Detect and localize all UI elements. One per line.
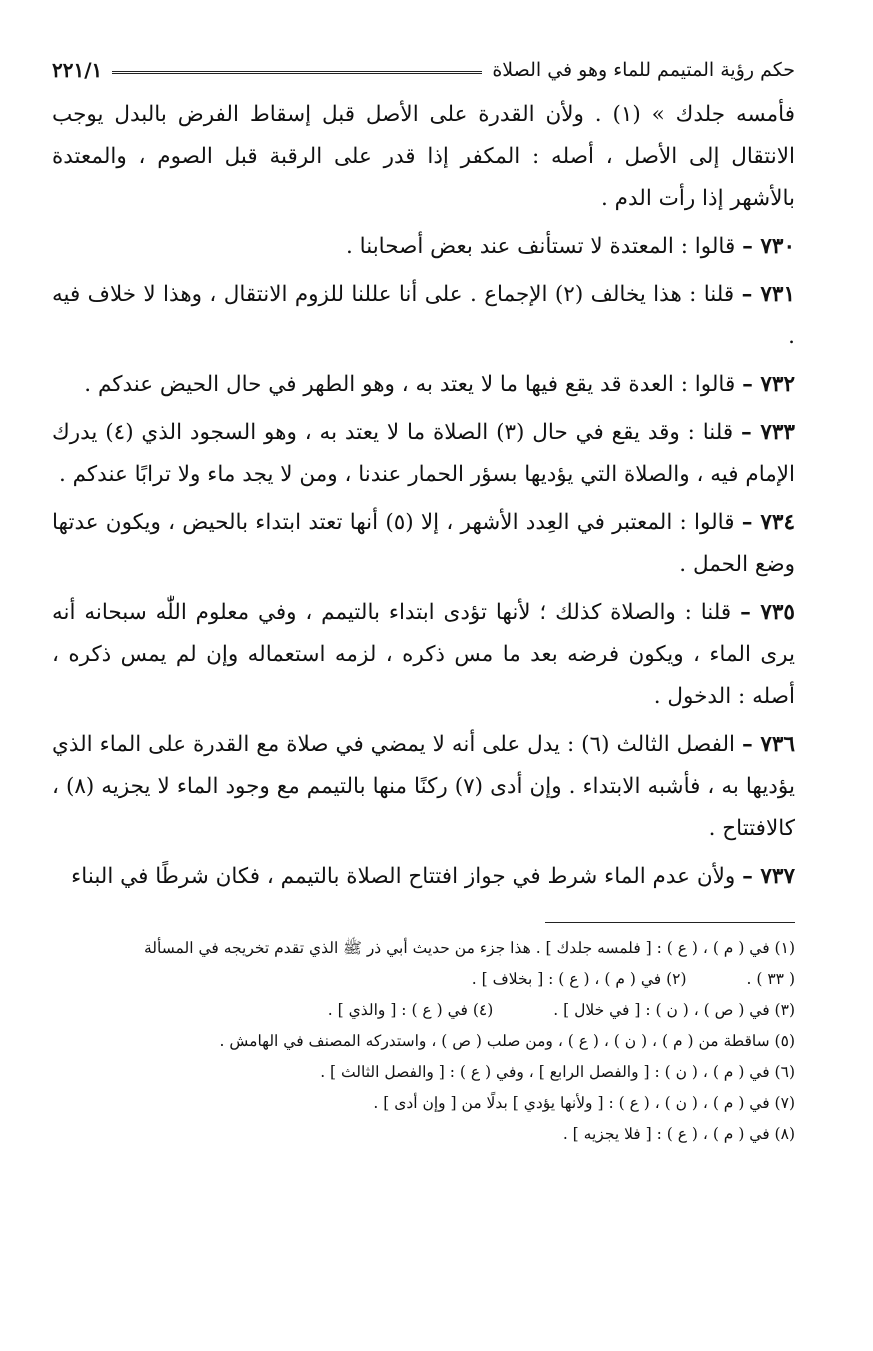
paragraph-text: قلنا : هذا يخالف (٢) الإجماع . على أنا عللنا للزوم الانتقال ، وهذا لا خلاف فيه .	[52, 282, 795, 349]
paragraph	[52, 856, 795, 898]
paragraph-text: الفصل الثالث (٦) : يدل على أنه لا يمضي في صلاة مع القدرة على الماء الذي يؤديها به ، فأشبه الابتداء . وإن أدى (٧) ركنًا منها بالتيمم مع وجود الماء لا يجزيه (٨) ، كالافتتاح .	[52, 732, 795, 841]
footnote-4: (٤) في ( ع ) : [ والذي ] .	[327, 1001, 494, 1019]
footnote-2: (٢) في ( م ) ، ( ع ) : [ بخلاف ] .	[471, 970, 687, 988]
issue-number: ٧٣٤ –	[741, 510, 795, 535]
paragraph	[52, 274, 795, 358]
issue-number: ٧٣٢ –	[742, 372, 795, 397]
paragraph	[52, 412, 795, 496]
paragraph	[52, 94, 795, 220]
paragraph-text: قالوا : المعتبر في العِدد الأشهر ، إلا (٥) أنها تعتد ابتداء بالحيض ، ويكون عدتها وضع الحمل .	[52, 510, 795, 577]
page-number: ٢٢١/١	[52, 58, 103, 82]
issue-number: ٧٣٦ –	[741, 732, 796, 757]
issue-number: ٧٣٠ –	[742, 234, 795, 259]
issue-number: ٧٣٥ –	[740, 600, 795, 625]
footnote-row	[52, 964, 795, 995]
issue-number: ٧٣٣ –	[741, 420, 795, 445]
footnote-row	[52, 995, 795, 1026]
header-rule	[112, 71, 482, 74]
footnote-1-continued: ( ٣٣ ) .	[746, 970, 795, 988]
footnote-3: (٣) في ( ص ) ، ( ن ) : [ في خلال ] .	[553, 1001, 795, 1019]
footnote-7: (٧) في ( م ) ، ( ن ) ، ( ع ) : [ ولأنها يؤدي ] بدلًا من [ وإن أدى ] .	[373, 1094, 795, 1112]
issue-number: ٧٣٧ –	[742, 864, 795, 889]
paragraph	[52, 364, 795, 406]
paragraph-text: قلنا : وقد يقع في حال (٣) الصلاة ما لا يعتد به ، وهو السجود الذي (٤) يدرك الإمام فيه ، والصلاة التي يؤديها بسؤر الحمار عندنا ، ومن لا يجد ماء ولا ترابًا عندكم .	[52, 420, 795, 487]
paragraph-text: قالوا : المعتدة لا تستأنف عند بعض أصحابنا .	[345, 234, 736, 259]
paragraph-text: ولأن عدم الماء شرط في جواز افتتاح الصلاة بالتيمم ، فكان شرطًا في البناء	[71, 864, 736, 889]
paragraph	[52, 502, 795, 586]
paragraph	[52, 592, 795, 718]
header-title: حكم رؤية المتيمم للماء وهو في الصلاة	[492, 59, 795, 81]
paragraph	[52, 226, 795, 268]
footnotes	[52, 933, 795, 1150]
footnote-8: (٨) في ( م ) ، ( ع ) : [ فلا يجزيه ] .	[562, 1125, 795, 1143]
issue-number: ٧٣١ –	[741, 282, 795, 307]
main-text	[52, 94, 795, 898]
paragraph-text: قالوا : العدة قد يقع فيها ما لا يعتد به ، وهو الطهر في حال الحيض عندكم .	[84, 372, 736, 397]
paragraph	[52, 724, 795, 850]
paragraph-text: فأمسه جلدك » (١) . ولأن القدرة على الأصل قبل إسقاط الفرض بالبدل يوجب الانتقال إلى الأصل ، أصله : المكفر إذا قدر على الرقبة قبل الصوم ، والمعتدة بالأشهر إذا رأت الدم .	[52, 102, 796, 211]
footnote-5: (٥) ساقطة من ( م ) ، ( ن ) ، ( ع ) ، ومن صلب ( ص ) ، واستدركه المصنف في الهامش .	[219, 1032, 795, 1050]
paragraph-text: قلنا : والصلاة كذلك ؛ لأنها تؤدى ابتداء بالتيمم ، وفي معلوم اللّٰه سبحانه أنه يرى الماء ، ويكون فرضه بعد ما مس ذكره ، لزمه استعماله وإن لم يمس ذكره ، أصله : الدخول .	[52, 600, 795, 709]
footnote-separator	[545, 922, 795, 923]
footnote-1: (١) في ( م ) ، ( ع ) : [ فلمسه جلدك ] . هذا جزء من حديث أبي ذر ﷺ الذي تقدم تخريجه في المسألة	[143, 939, 795, 957]
running-header	[52, 52, 795, 88]
footnote-6: (٦) في ( م ) ، ( ن ) : [ والفصل الرابع ] ، وفي ( ع ) : [ والفصل الثالث ] .	[320, 1063, 795, 1081]
